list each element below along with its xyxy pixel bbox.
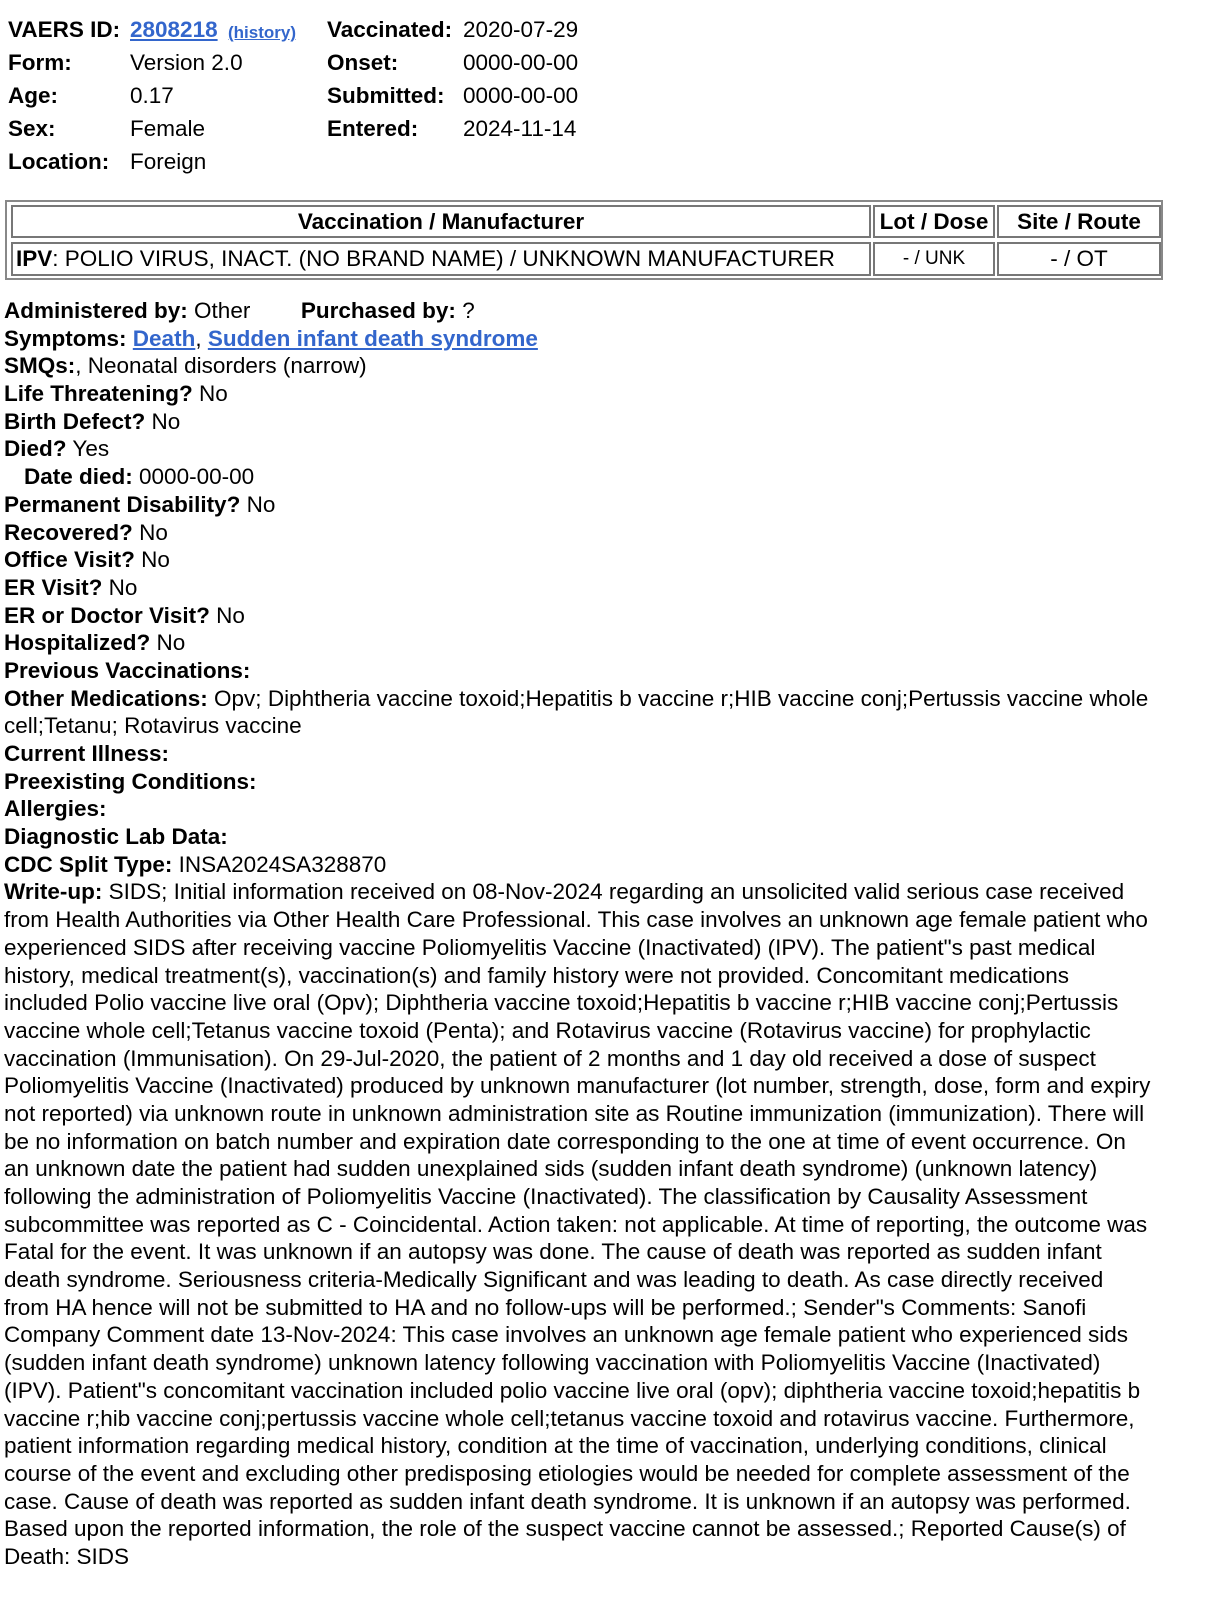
site-route-value: - / OT	[997, 242, 1161, 276]
cdc-split-type-label: CDC Split Type:	[4, 851, 173, 877]
office-visit-line	[4, 546, 1230, 574]
permanent-disability-line	[4, 491, 1230, 519]
previous-vaccinations-line	[4, 657, 1230, 685]
sex-row	[8, 115, 206, 145]
writeup-line: following the administration of Poliomyelitis Vaccine (Inactivated). The classification by Causality Assessment	[4, 1184, 1088, 1209]
preexisting-conditions-label: Preexisting Conditions:	[4, 768, 257, 794]
history-link[interactable]: (history)	[228, 23, 296, 42]
table-row-vaccine	[11, 242, 871, 276]
cdc-split-type-value: INSA2024SA328870	[178, 851, 387, 877]
form-row	[8, 49, 243, 79]
writeup-line: vaccination (Immunisation). On 29-Jul-2020, the patient of 2 months and 1 day old received a dose of suspect	[4, 1045, 1096, 1071]
writeup-line: death syndrome. Seriousness criteria-Medically Significant and was leading to death. As case directly received	[4, 1267, 1104, 1293]
onset-label: Onset:	[327, 50, 399, 75]
vaers-id-row	[8, 16, 296, 46]
writeup-line: Based upon the reported information, the role of the suspect vaccine cannot be assessed.; Reported Cause(s) of	[4, 1516, 1126, 1542]
writeup-section	[4, 878, 1230, 1570]
date-died-value: 0000-00-00	[139, 464, 255, 490]
form-value: Version 2.0	[130, 50, 243, 75]
lot-dose-value: - / UNK	[873, 242, 995, 276]
age-row	[8, 82, 174, 112]
location-value: Foreign	[130, 149, 207, 174]
location-label: Location:	[8, 149, 110, 174]
previous-vaccinations-label: Previous Vaccinations:	[4, 657, 251, 683]
er-visit-value: No	[108, 574, 138, 600]
other-medications-line	[4, 685, 1230, 713]
form-label: Form:	[8, 50, 72, 75]
col-header-lot-dose: Lot / Dose	[873, 205, 995, 238]
birth-defect-value: No	[151, 408, 181, 434]
smqs-line	[4, 352, 1230, 380]
writeup-line: (sudden infant death syndrome) unknown latency following vaccination with Poliomyelitis Vaccine (Inactivated)	[4, 1350, 1101, 1376]
writeup-text: SIDS; Initial information received on 08-Nov-2024 regarding an unsolicited valid serious case received	[108, 879, 1125, 905]
vaccinated-value: 2020-07-29	[463, 17, 579, 42]
administered-purchased-line	[4, 297, 1230, 325]
other-medications-value: Opv; Diphtheria vaccine toxoid;Hepatitis b vaccine r;HIB vaccine conj;Pertussis vaccine whole	[214, 685, 1149, 711]
er-or-doctor-visit-label: ER or Doctor Visit?	[4, 602, 210, 628]
hospitalized-value: No	[156, 630, 186, 656]
writeup-line: from HA hence will not be submitted to HA and no follow-ups will be performed.; Sender"s Comments: Sanofi	[4, 1294, 1087, 1320]
life-threatening-label: Life Threatening?	[4, 381, 193, 407]
preexisting-conditions-line	[4, 768, 1230, 796]
writeup-line: Poliomyelitis Vaccine (Inactivated) produced by unknown manufacturer (lot number, strength, dose, form and expiry	[4, 1073, 1151, 1099]
writeup-line: vaccine whole cell;Tetanus vaccine toxoid (Penta); and Rotavirus vaccine (Rotavirus vaccine) for prophylactic	[4, 1017, 1091, 1043]
vaccinated-row	[327, 16, 579, 46]
vaccination-table	[5, 200, 1163, 280]
life-threatening-value: No	[199, 381, 228, 407]
report-details	[4, 297, 1230, 1571]
permanent-disability-value: No	[246, 491, 276, 517]
er-or-doctor-visit-line	[4, 602, 1230, 630]
vaccinated-label: Vaccinated:	[327, 17, 453, 42]
died-value: Yes	[72, 436, 110, 462]
office-visit-label: Office Visit?	[4, 547, 135, 573]
submitted-value: 0000-00-00	[463, 83, 579, 108]
symptom-link-death[interactable]: Death	[132, 325, 196, 351]
purchased-by-label: Purchased by:	[300, 298, 456, 323]
date-died-line	[4, 463, 1230, 491]
recovered-label: Recovered?	[4, 519, 133, 545]
age-label: Age:	[8, 83, 58, 108]
symptoms-label: Symptoms:	[4, 325, 127, 351]
vaers-id-link[interactable]: 2808218	[130, 17, 218, 42]
recovered-line	[4, 519, 1230, 547]
smqs-value: , Neonatal disorders (narrow)	[75, 353, 367, 379]
entered-row	[327, 115, 577, 145]
submitted-label: Submitted:	[327, 83, 445, 108]
writeup-line: included Polio vaccine live oral (Opv); Diphtheria vaccine toxoid;Hepatitis b vaccine r;HIB vaccine conj;Pertussis	[4, 990, 1119, 1016]
diagnostic-lab-data-line	[4, 823, 1230, 851]
birth-defect-label: Birth Defect?	[4, 408, 146, 434]
life-threatening-line	[4, 380, 1230, 408]
writeup-line: (IPV). Patient"s concomitant vaccination included polio vaccine live oral (opv); diphtheria vaccine toxoid;hepatitis b	[4, 1377, 1141, 1403]
administered-by-label: Administered by:	[4, 298, 188, 323]
other-medications-value-2: cell;Tetanu; Rotavirus vaccine	[4, 713, 302, 739]
onset-value: 0000-00-00	[463, 50, 579, 75]
onset-row	[327, 49, 579, 79]
writeup-label: Write-up:	[4, 879, 103, 905]
sex-value: Female	[130, 116, 206, 141]
writeup-line: not reported) via unknown route in unknown administration site as Routine immunization (immunization). There will	[4, 1100, 1145, 1126]
hospitalized-label: Hospitalized?	[4, 630, 151, 656]
age-value: 0.17	[130, 83, 174, 108]
office-visit-value: No	[141, 547, 170, 573]
col-header-site-route: Site / Route	[997, 205, 1161, 238]
died-line	[4, 435, 1230, 463]
writeup-line: history, medical treatment(s), vaccination(s) and family history were not provided. Concomitant medications	[4, 962, 1070, 988]
allergies-line	[4, 795, 1230, 823]
other-medications-line-2	[4, 712, 1230, 740]
date-died-label: Date died:	[24, 464, 133, 490]
allergies-label: Allergies:	[4, 796, 107, 822]
er-or-doctor-visit-value: No	[216, 602, 245, 628]
cdc-split-type-line	[4, 851, 1230, 879]
er-visit-label: ER Visit?	[4, 574, 103, 600]
writeup-line: an unknown date the patient had sudden unexplained sids (sudden infant death syndrome) (unknown latency)	[4, 1156, 1098, 1182]
er-visit-line	[4, 574, 1230, 602]
writeup-line: from Health Authorities via Other Health Care Professional. This case involves an unknown age female patient who	[4, 907, 1148, 933]
died-label: Died?	[4, 436, 67, 462]
vaccine-description: : POLIO VIRUS, INACT. (NO BRAND NAME) / UNKNOWN MANUFACTURER	[52, 246, 835, 271]
writeup-line	[4, 878, 1230, 906]
smqs-label: SMQs:	[4, 353, 76, 379]
sex-label: Sex:	[8, 116, 56, 141]
writeup-line: Company Comment date 13-Nov-2024: This case involves an unknown age female patient who experienced sids	[4, 1322, 1128, 1348]
recovered-value: No	[139, 519, 168, 545]
symptom-link-sids[interactable]: Sudden infant death syndrome	[207, 325, 538, 351]
hospitalized-line	[4, 629, 1230, 657]
current-illness-line	[4, 740, 1230, 768]
vaccine-code: IPV	[16, 246, 53, 271]
writeup-line: course of the event and excluding other predisposing etiologies would be needed for complete assessment of the	[4, 1460, 1130, 1486]
symptoms-line	[4, 325, 1230, 353]
entered-label: Entered:	[327, 116, 419, 141]
writeup-line: patient information regarding medical history, condition at the time of vaccination, underlying conditions, clinical	[4, 1433, 1107, 1459]
writeup-line: Death: SIDS	[4, 1543, 130, 1569]
writeup-line: be no information on batch number and expiration date corresponding to the one at time of event occurrence. On	[4, 1128, 1126, 1154]
entered-value: 2024-11-14	[463, 116, 577, 141]
symptoms-separator: ,	[195, 325, 202, 351]
writeup-line: vaccine r;hib vaccine conj;pertussis vaccine whole cell;tetanus vaccine toxoid and rotavirus vaccine. Furthermore,	[4, 1405, 1135, 1431]
permanent-disability-label: Permanent Disability?	[4, 491, 241, 517]
writeup-line: subcommittee was reported as C - Coincidental. Action taken: not applicable. At time of reporting, the outcome was	[4, 1211, 1148, 1237]
current-illness-label: Current Illness:	[4, 741, 170, 766]
diagnostic-lab-data-label: Diagnostic Lab Data:	[4, 824, 228, 850]
writeup-line: Fatal for the event. It was unknown if an autopsy was done. The cause of death was reported as sudden infant	[4, 1239, 1102, 1265]
writeup-line: case. Cause of death was reported as sudden infant death syndrome. It is unknown if an autopsy was performed.	[4, 1488, 1131, 1514]
col-header-vaccination: Vaccination / Manufacturer	[11, 205, 871, 238]
administered-by-value: Other	[194, 298, 251, 323]
birth-defect-line	[4, 408, 1230, 436]
writeup-line: experienced SIDS after receiving vaccine Poliomyelitis Vaccine (Inactivated) (IPV). The patient"s past medical	[4, 934, 1096, 960]
other-medications-label: Other Medications:	[4, 685, 208, 711]
purchased-by-value: ?	[462, 298, 475, 323]
submitted-row	[327, 82, 579, 112]
vaers-id-label: VAERS ID:	[8, 17, 121, 42]
location-row	[8, 148, 207, 178]
